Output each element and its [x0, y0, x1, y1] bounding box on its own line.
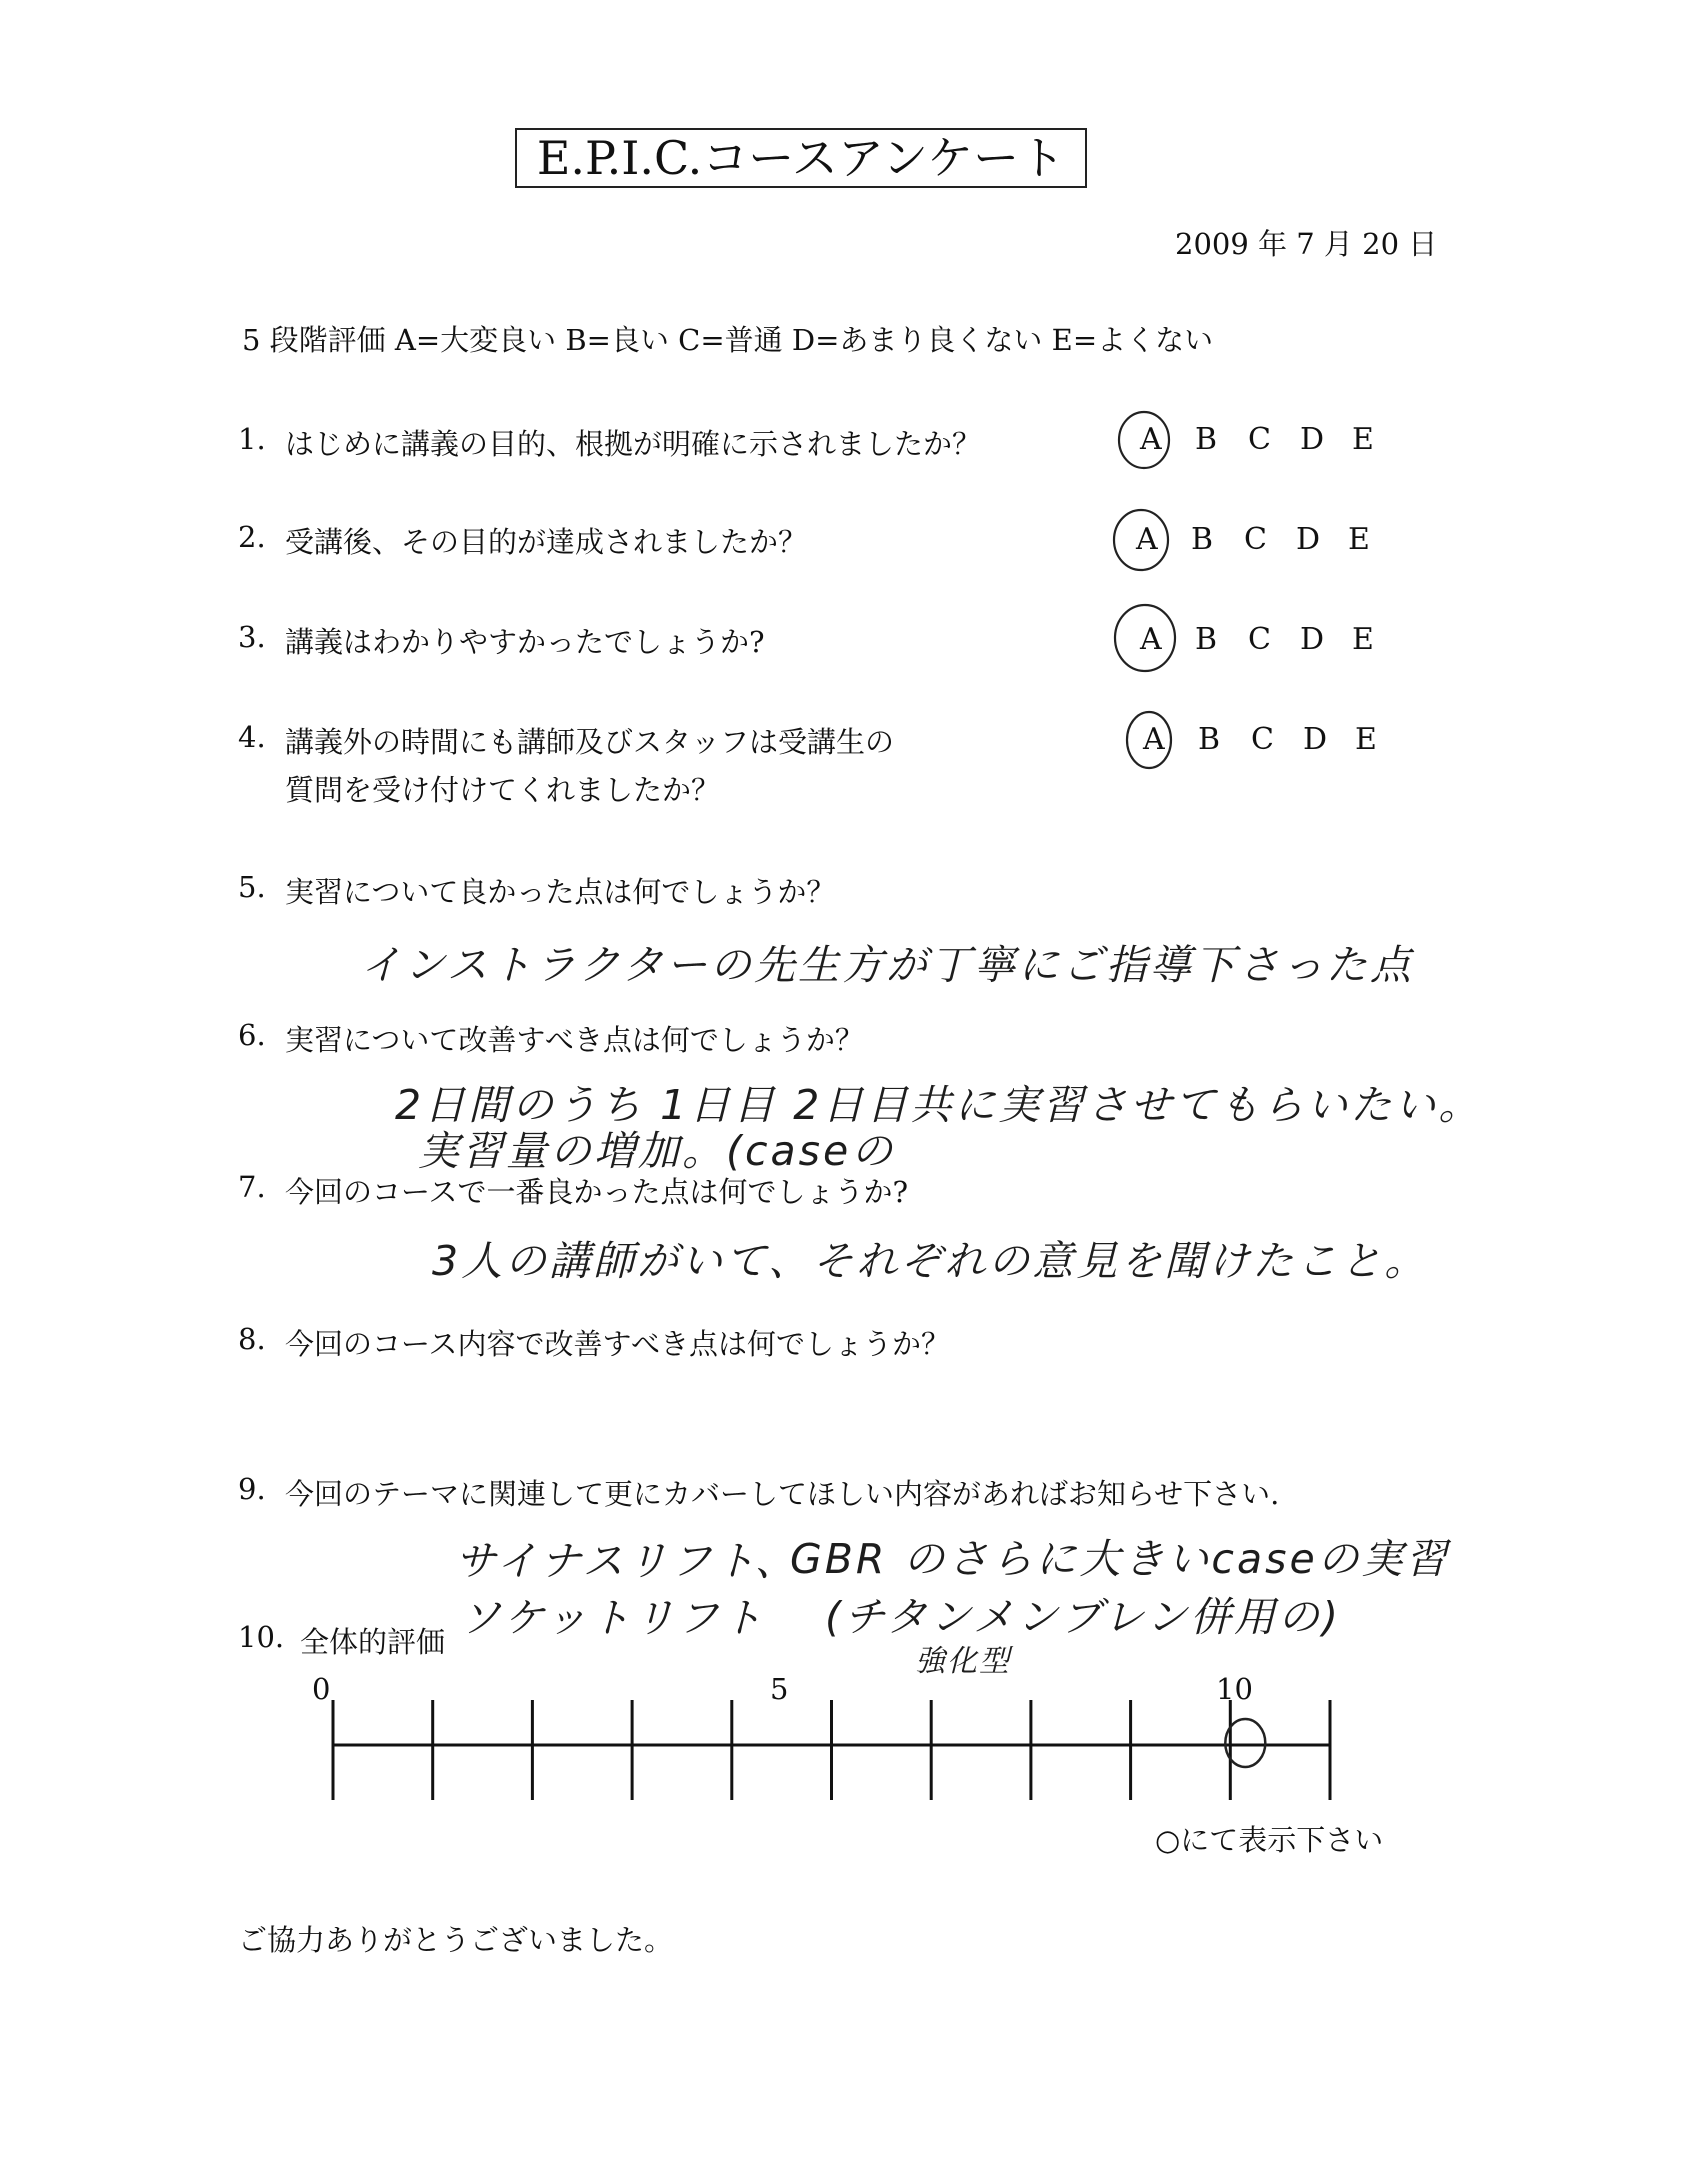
- question-3-text: 講義はわかりやすかったでしょうか?: [285, 625, 765, 659]
- scale-tick-label-0: 0: [312, 1672, 331, 1706]
- option-e[interactable]: E: [1355, 722, 1377, 757]
- option-c[interactable]: C: [1244, 522, 1267, 557]
- option-b[interactable]: B: [1195, 622, 1218, 657]
- question-5-text: 実習について良かった点は何でしょうか？: [285, 875, 836, 909]
- question-1-text: はじめに講義の目的、根拠が明確に示されましたか？: [285, 427, 982, 461]
- scale-hint: ○にて表示下さい: [1155, 1823, 1384, 1857]
- option-a[interactable]: A: [1143, 722, 1165, 757]
- question-8-text: 今回のコース内容で改善すべき点は何でしょうか？: [285, 1327, 950, 1361]
- answer-7-line-1: 3人の講師がいて、それぞれの意見を聞けたこと。: [432, 1237, 1429, 1285]
- question-4-number: 4.: [238, 720, 266, 754]
- answer-9-line-5: 強化型: [915, 1644, 1011, 1679]
- question-1-number: 1.: [238, 422, 266, 456]
- option-d[interactable]: D: [1303, 722, 1328, 757]
- option-d[interactable]: D: [1300, 622, 1325, 657]
- question-6-text: 実習について改善すべき点は何でしょうか？: [285, 1023, 864, 1057]
- option-c[interactable]: C: [1251, 722, 1274, 757]
- option-e[interactable]: E: [1352, 622, 1374, 657]
- thanks-message: ご協力ありがとうございました。: [238, 1923, 674, 1957]
- question-5-number: 5.: [238, 870, 266, 904]
- answer-1-selected-circle: [1119, 412, 1169, 468]
- option-e[interactable]: E: [1352, 422, 1374, 457]
- option-e[interactable]: E: [1348, 522, 1370, 557]
- question-2-number: 2.: [238, 520, 266, 554]
- option-a[interactable]: A: [1140, 422, 1162, 457]
- answer-3-selected-circle: [1115, 605, 1175, 671]
- option-b[interactable]: B: [1191, 522, 1214, 557]
- question-9-number: 9.: [238, 1472, 266, 1506]
- answer-9-line-3: GBR のさらに大きいcaseの実習: [790, 1535, 1450, 1583]
- answer-2-selected-circle: [1114, 510, 1168, 570]
- scale-lines: [333, 1700, 1330, 1800]
- rating-scale-legend: 5 段階評価 A=大変良い B=良い C=普通 D=あまり良くない E=よくない: [242, 323, 1214, 357]
- question-10-text: 全体的評価: [300, 1625, 446, 1659]
- answer-9-line-1: サイナスリフト、: [455, 1537, 799, 1585]
- option-b[interactable]: B: [1198, 722, 1221, 757]
- option-a[interactable]: A: [1136, 522, 1158, 557]
- question-4-text-line2: 質問を受け付けてくれましたか？: [285, 773, 721, 807]
- option-a[interactable]: A: [1140, 622, 1162, 657]
- scale-tick-label-5: 5: [770, 1672, 789, 1706]
- answer-9-line-2: ソケットリフト: [460, 1594, 766, 1642]
- question-7-text: 今回のコースで一番良かった点は何でしょうか?: [285, 1175, 909, 1209]
- answer-4-selected-circle: [1127, 712, 1171, 768]
- answer-6-line-2: 実習量の増加。(caseの: [418, 1127, 896, 1175]
- question-3-number: 3.: [238, 620, 266, 654]
- question-10-number: 10.: [238, 1620, 285, 1654]
- page-title: E.P.I.C.コースアンケート: [536, 131, 1066, 185]
- scale-tick-label-10: 10: [1216, 1672, 1253, 1706]
- option-c[interactable]: C: [1248, 622, 1271, 657]
- option-d[interactable]: D: [1296, 522, 1321, 557]
- survey-date: 2009 年 7 月 20 日: [1175, 227, 1438, 261]
- answer-5-line-1: インストラクターの先生方が丁寧にご指導下さった点: [360, 941, 1414, 989]
- option-c[interactable]: C: [1248, 422, 1271, 457]
- option-d[interactable]: D: [1300, 422, 1325, 457]
- answer-circles: [1114, 412, 1175, 768]
- question-9-text: 今回のテーマに関連して更にカバーしてほしい内容があればお知らせ下さい.: [285, 1477, 1280, 1511]
- question-8-number: 8.: [238, 1322, 266, 1356]
- question-2-text: 受講後、その目的が達成されましたか？: [285, 525, 808, 559]
- question-6-number: 6.: [238, 1018, 266, 1052]
- answer-6-line-1: 2日間のうち 1日目 2日目共に実習させてもらいたい。: [395, 1081, 1483, 1129]
- answer-9-line-4: (チタンメンブレン併用の): [825, 1593, 1342, 1641]
- option-b[interactable]: B: [1195, 422, 1218, 457]
- question-7-number: 7.: [238, 1170, 266, 1204]
- question-4-text: 講義外の時間にも講師及びスタッフは受講生の: [285, 725, 895, 759]
